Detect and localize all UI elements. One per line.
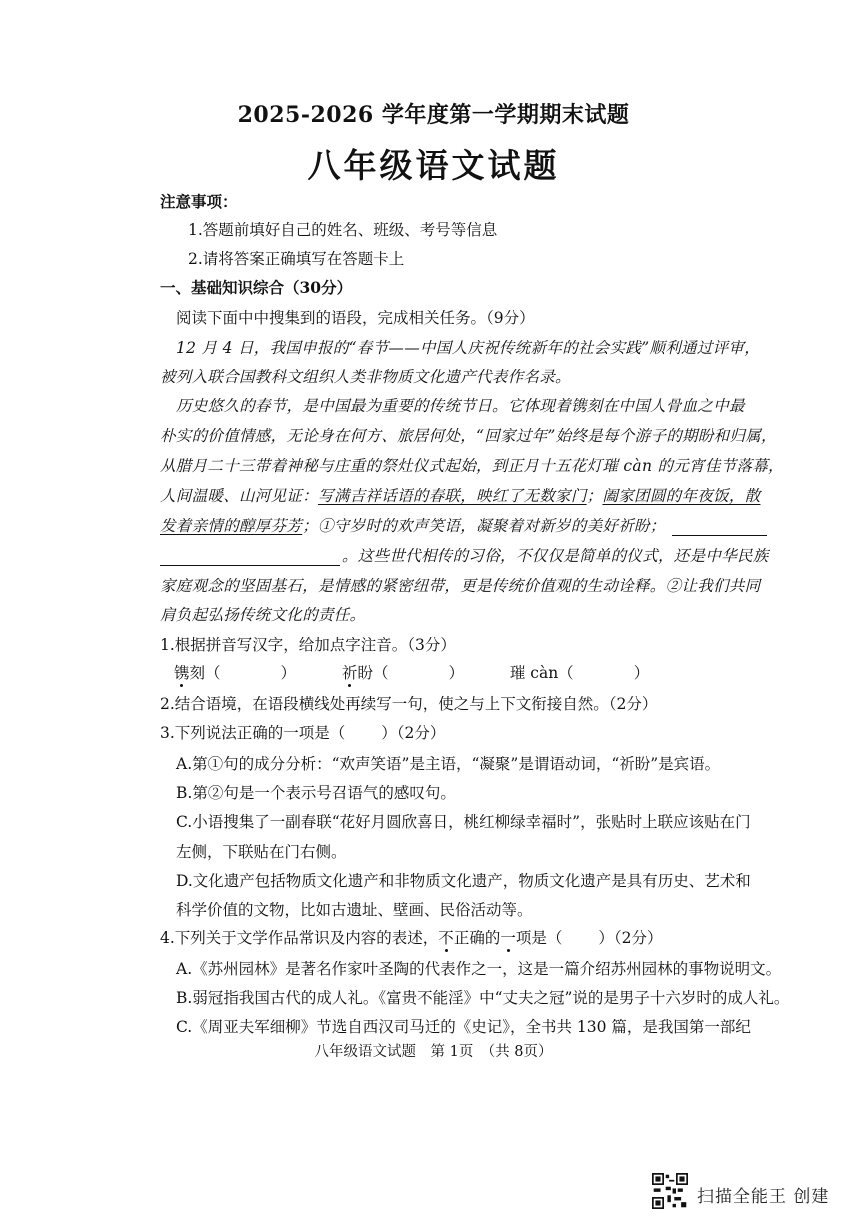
scanner-watermark: 扫描全能王 创建 xyxy=(697,1187,830,1207)
notice-heading: 注意事项： xyxy=(160,192,238,211)
question-3-stem xyxy=(160,723,780,743)
passage-line: 历史悠久的春节，是中国最为重要的传统节日。它体现着镌刻在中国人骨血之中最 xyxy=(176,397,745,415)
underlined-phrase: 发着亲情的醇厚芬芳 xyxy=(160,517,303,535)
question-1-stem: 1.根据拼音写汉字，给加点字注音。（3分） xyxy=(160,636,456,654)
passage-line xyxy=(160,486,780,506)
question-1-items xyxy=(174,663,794,683)
section-1-intro: 阅读下面中中搜集到的语段，完成相关任务。（9分） xyxy=(176,309,535,327)
passage-line xyxy=(160,516,780,536)
qr-code-icon xyxy=(652,1173,688,1209)
passage-line: 朴实的价值情感，无论身在何方、旅居何处，“回家过年”始终是每个游子的期盼和归属， xyxy=(160,427,777,445)
section-1-heading: 一、基础知识综合（30分） xyxy=(160,278,353,297)
passage-text: 。这些世代相传的习俗，不仅仅是简单的仪式，还是中华民族 xyxy=(342,547,769,565)
exam-subject-title: 八年级语文试题 xyxy=(307,146,560,185)
q4-stem-text: 正确的一项是（ xyxy=(453,929,563,947)
question-2-stem: 2.结合语境，在语段横线处再续写一句，使之与上下文衔接自然。（2分） xyxy=(160,695,658,713)
option-c-cont: 左侧，下联贴在门右侧。 xyxy=(176,843,347,861)
dotted-char: 祈 xyxy=(341,664,358,682)
passage-line: 被列入联合国教科文组织人类非物质文化遗产代表作名录。 xyxy=(160,368,571,386)
q1-item-3: 璀 càn（ xyxy=(509,664,574,682)
option-c: C.小语搜集了一副春联“花好月圆欣喜日，桃红柳绿幸福时”，张贴时上联应该贴在门 xyxy=(176,813,751,831)
notice-item-1: 1.答题前填好自己的姓名、班级、考号等信息 xyxy=(188,221,498,239)
underlined-phrase: 写满吉祥话语的春联，映红了无数家门 xyxy=(318,487,587,505)
q1-close-paren: ） xyxy=(633,664,650,682)
question-4-stem xyxy=(160,928,780,948)
q4-stem-score: ）（2分） xyxy=(598,929,663,947)
underlined-phrase: 阖家团圆的年夜饭，散 xyxy=(602,487,761,505)
answer-blank[interactable] xyxy=(672,519,767,536)
option-b: B.弱冠指我国古代的成人礼。《富贵不能淫》中“丈夫之冠”说的是男子十六岁时的成人礼。 xyxy=(176,989,790,1007)
answer-blank[interactable] xyxy=(160,549,340,566)
option-a: A.第①句的成分分析：“欢声笑语”是主语，“凝聚”是谓语动词，“祈盼”是宾语。 xyxy=(176,755,721,773)
dotted-char: 镌 xyxy=(174,664,190,682)
passage-text: ；①守岁时的欢声笑语，凝聚着对新岁的美好祈盼； xyxy=(302,517,666,535)
q1-close-paren: ） xyxy=(448,664,464,682)
passage-text: ； xyxy=(586,487,603,505)
passage-line: 12 月 4 日，我国申报的“春节——中国人庆祝传统新年的社会实践”顺利通过评审， xyxy=(176,339,761,357)
q3-stem-score: ）（2分） xyxy=(381,724,446,742)
passage-line: 肩负起弘扬传统文化的责任。 xyxy=(160,606,366,624)
dotted-char: 不 xyxy=(438,929,454,947)
option-d: D.文化遗产包括物质文化遗产和非物质文化遗产，物质文化遗产是具有历史、艺术和 xyxy=(176,872,751,890)
q1-item-1: 刻（ xyxy=(189,664,221,682)
passage-line: 从腊月二十三带着神秘与庄重的祭灶仪式起始，到正月十五花灯璀 càn 的元宵佳节落幕， xyxy=(160,457,784,475)
q1-item-2: 盼（ xyxy=(357,664,389,682)
q3-stem-text: 3.下列说法正确的一项是（ xyxy=(160,724,346,742)
passage-text: 人间温暖、山河见证： xyxy=(160,487,319,505)
exam-term-title: 2025-2026 学年度第一学期期末试题 xyxy=(237,102,630,128)
option-d-cont: 科学价值的文物，比如古遗址、壁画、民俗活动等。 xyxy=(176,901,533,919)
q1-close-paren: ） xyxy=(280,664,297,682)
page-footer: 八年级语文试题 第 1页 （共 8页） xyxy=(314,1044,553,1060)
option-c: C.《周亚夫军细柳》节选自西汉司马迁的《史记》，全书共 130 篇，是我国第一部纪 xyxy=(176,1018,751,1036)
q4-stem-text: 4.下列关于文学作品常识及内容的表述， xyxy=(160,929,439,947)
passage-line: 家庭观念的坚固基石，是情感的紧密纽带，更是传统价值观的生动诠释。②让我们共同 xyxy=(160,577,761,595)
option-a: A.《苏州园林》是著名作家叶圣陶的代表作之一，这是一篇介绍苏州园林的事物说明文。 xyxy=(176,960,782,978)
notice-item-2: 2.请将答案正确填写在答题卡上 xyxy=(188,250,405,268)
option-b: B.第②句是一个表示号召语气的感叹句。 xyxy=(176,784,456,802)
passage-line xyxy=(160,546,780,566)
